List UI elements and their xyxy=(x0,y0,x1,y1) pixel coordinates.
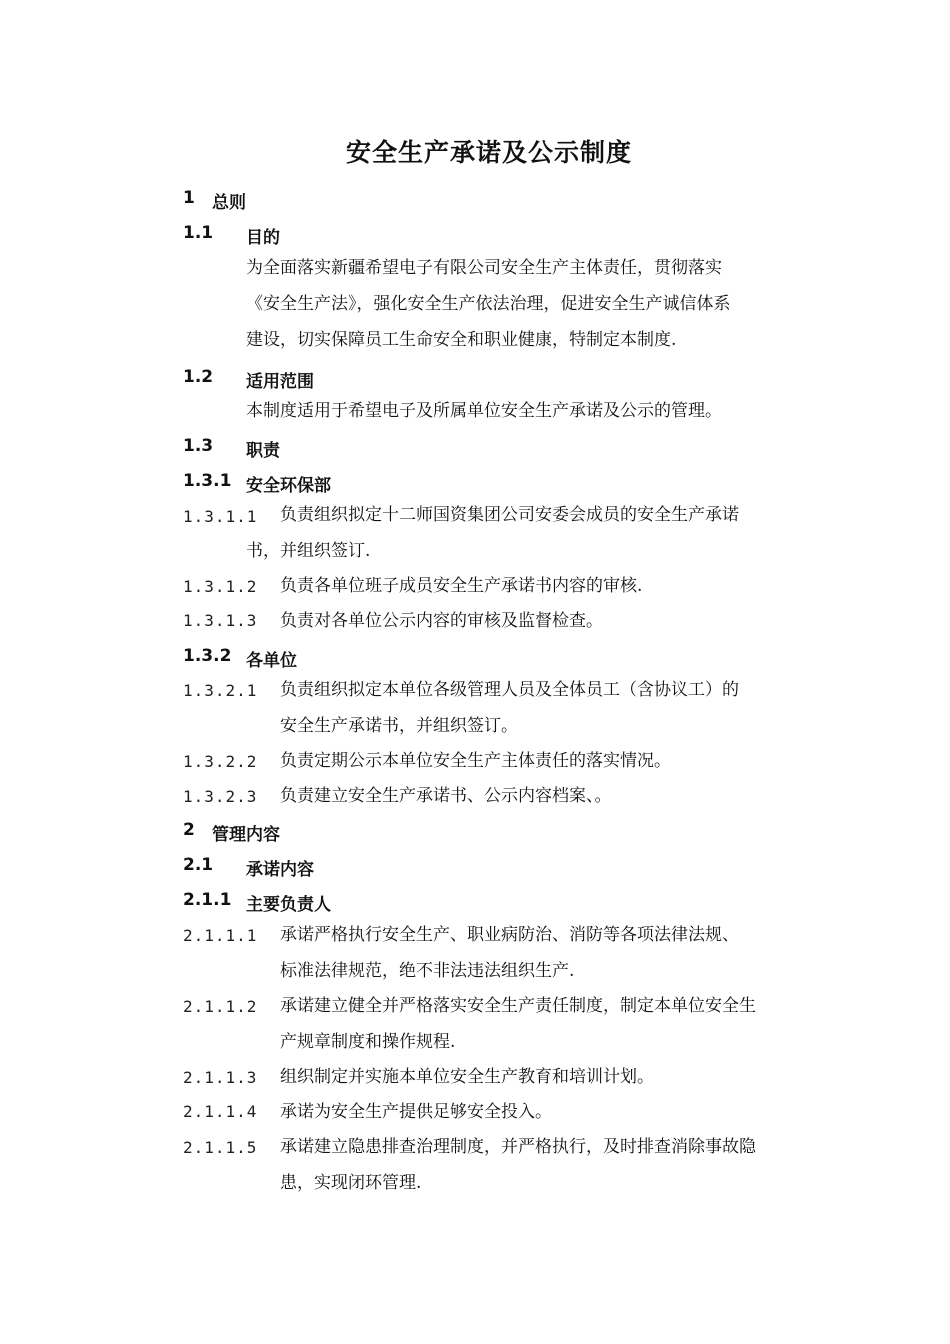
paragraph-line: 书，并组织签订. xyxy=(246,541,371,561)
paragraph-line: 负责建立安全生产承诺书、公示内容档案、。 xyxy=(280,786,612,806)
paragraph-line: 负责对各单位公示内容的审核及监督检查。 xyxy=(280,611,603,631)
section-2-1-1-heading: 主要负责人 xyxy=(246,895,331,915)
section-1-2-body xyxy=(246,393,722,429)
item-1-3-1-1-number: 1.3.1.1 xyxy=(183,507,258,526)
section-1-heading: 总则 xyxy=(212,193,246,213)
section-1-3-1-number: 1.3.1 xyxy=(183,471,232,491)
section-1-3-2-number: 1.3.2 xyxy=(183,646,232,666)
section-2-heading: 管理内容 xyxy=(212,825,280,845)
section-2-1-heading: 承诺内容 xyxy=(246,860,314,880)
item-2-1-1-3-number: 2.1.1.3 xyxy=(183,1068,258,1087)
paragraph-line: 《安全生产法》，强化安全生产依法治理，促进安全生产诚信体系 xyxy=(246,294,731,314)
paragraph-line: 组织制定并实施本单位安全生产教育和培训计划。 xyxy=(280,1067,654,1087)
section-1-1-body xyxy=(246,250,731,358)
item-1-3-2-1-number: 1.3.2.1 xyxy=(183,681,258,700)
item-1-3-1-1-body xyxy=(280,497,739,533)
section-1-3-1-heading: 安全环保部 xyxy=(246,476,331,496)
section-2-1-number: 2.1 xyxy=(183,855,214,875)
paragraph-line: 安全生产承诺书，并组织签订。 xyxy=(280,716,518,736)
item-1-3-2-3-number: 1.3.2.3 xyxy=(183,787,258,806)
paragraph-line: 承诺建立健全并严格落实安全生产责任制度，制定本单位安全生 xyxy=(280,996,756,1016)
item-1-3-1-3-number: 1.3.1.3 xyxy=(183,611,258,630)
paragraph-line: 承诺严格执行安全生产、职业病防治、消防等各项法律法规、 xyxy=(280,925,739,945)
paragraph-line: 为全面落实新疆希望电子有限公司安全生产主体责任，贯彻落实 xyxy=(246,258,722,278)
paragraph-line: 承诺为安全生产提供足够安全投入。 xyxy=(280,1102,552,1122)
paragraph-line: 承诺建立隐患排查治理制度，并严格执行，及时排查消除事故隐 xyxy=(280,1137,756,1157)
item-1-3-2-2-number: 1.3.2.2 xyxy=(183,752,258,771)
section-1-3-heading: 职责 xyxy=(246,441,280,461)
paragraph-line: 标准法律规范，绝不非法违法组织生产. xyxy=(280,961,575,981)
paragraph-line: 产规章制度和操作规程. xyxy=(280,1032,456,1052)
item-1-3-1-1-body-cont xyxy=(246,533,370,569)
section-1-2-heading: 适用范围 xyxy=(246,372,314,392)
item-2-1-1-5-number: 2.1.1.5 xyxy=(183,1138,258,1157)
item-1-3-1-3-body xyxy=(280,603,603,639)
item-2-1-1-1-body xyxy=(280,917,739,989)
item-1-3-2-1-body xyxy=(280,672,739,744)
item-2-1-1-2-body xyxy=(280,988,756,1060)
section-1-1-number: 1.1 xyxy=(183,223,214,243)
item-2-1-1-2-number: 2.1.1.2 xyxy=(183,997,258,1016)
item-2-1-1-5-body xyxy=(280,1129,756,1201)
paragraph-line: 负责组织拟定十二师国资集团公司安委会成员的安全生产承诺 xyxy=(280,505,739,525)
paragraph-line: 负责各单位班子成员安全生产承诺书内容的审核. xyxy=(280,576,643,596)
paragraph-line: 负责定期公示本单位安全生产主体责任的落实情况。 xyxy=(280,751,671,771)
section-2-number: 2 xyxy=(183,820,195,840)
section-1-number: 1 xyxy=(183,188,195,208)
section-1-2-number: 1.2 xyxy=(183,367,214,387)
item-2-1-1-1-number: 2.1.1.1 xyxy=(183,926,258,945)
item-2-1-1-4-number: 2.1.1.4 xyxy=(183,1102,258,1121)
paragraph-line: 负责组织拟定本单位各级管理人员及全体员工（含协议工）的 xyxy=(280,680,739,700)
section-1-3-number: 1.3 xyxy=(183,436,214,456)
paragraph-line: 本制度适用于希望电子及所属单位安全生产承诺及公示的管理。 xyxy=(246,401,722,421)
item-2-1-1-4-body xyxy=(280,1094,552,1130)
item-1-3-1-2-body xyxy=(280,568,642,604)
item-1-3-2-2-body xyxy=(280,743,671,779)
paragraph-line: 患，实现闭环管理. xyxy=(280,1173,422,1193)
page-title: 安全生产承诺及公示制度 xyxy=(345,138,632,167)
section-1-3-2-heading: 各单位 xyxy=(246,651,297,671)
section-2-1-1-number: 2.1.1 xyxy=(183,890,232,910)
section-1-1-heading: 目的 xyxy=(246,228,280,248)
item-1-3-1-2-number: 1.3.1.2 xyxy=(183,577,258,596)
item-1-3-2-3-body xyxy=(280,778,612,814)
paragraph-line: 建设，切实保障员工生命安全和职业健康，特制定本制度. xyxy=(246,330,677,350)
item-2-1-1-3-body xyxy=(280,1059,654,1095)
